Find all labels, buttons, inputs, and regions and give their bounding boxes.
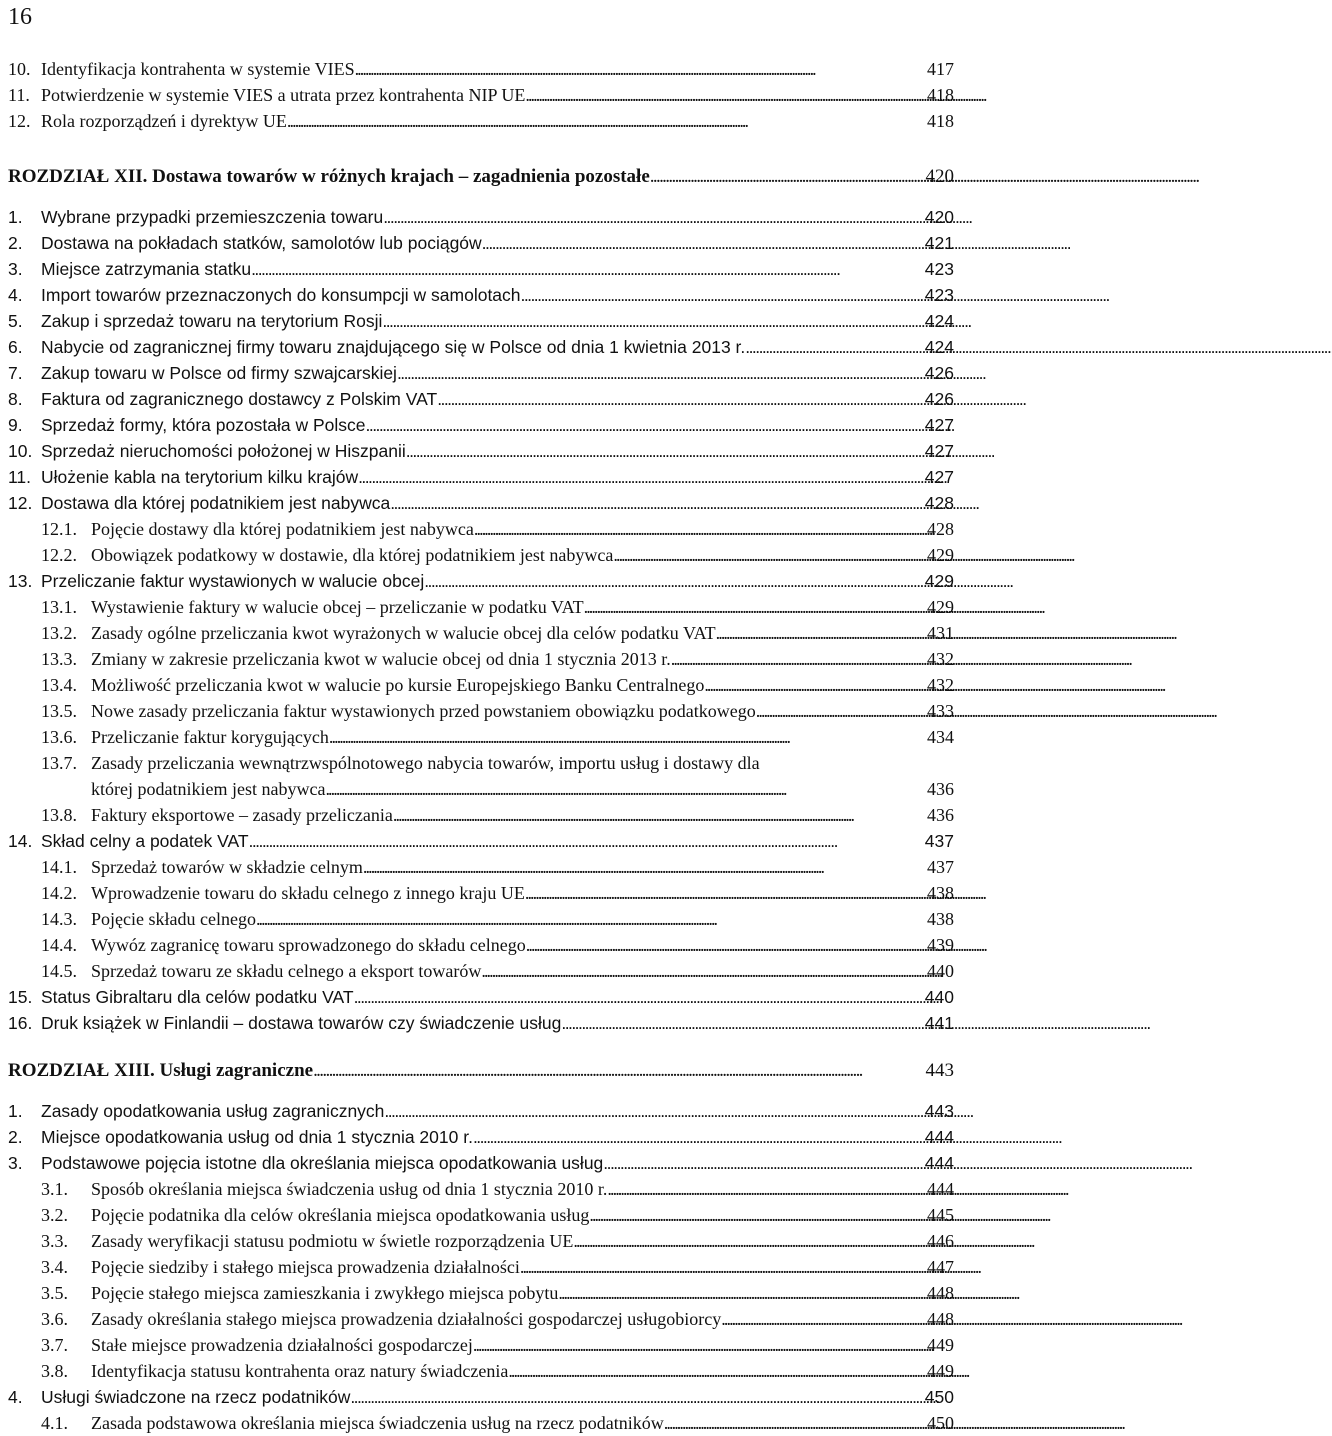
dot-leader <box>561 1010 924 1036</box>
toc-entry-number: 10. <box>8 441 33 461</box>
toc-entry-title: Pojęcie podatnika dla celów określania miejsca opodatkowania usług <box>91 1205 590 1225</box>
toc-page-number: 443 <box>924 1101 954 1121</box>
toc-entry-title: Zasady ogólne przeliczania kwot wyrażonych w walucie obcej dla celów podatku VAT <box>91 623 716 643</box>
toc-entry <box>8 256 954 282</box>
toc-page-number: 423 <box>924 285 954 305</box>
toc-page-number: 426 <box>924 363 954 383</box>
toc-entry-number: 14. <box>8 831 33 851</box>
toc-entry-number: 10. <box>8 59 31 79</box>
toc-entry-number: 13.5. <box>41 701 77 721</box>
toc-entry-title: Sprzedaż nieruchomości położonej w Hiszpanii <box>41 441 406 461</box>
dot-leader <box>473 1124 925 1150</box>
toc-entry-number: 13.3. <box>41 649 77 669</box>
toc-entry-number: 3. <box>8 259 23 279</box>
dot-leader <box>406 438 925 464</box>
toc-entry <box>8 672 954 698</box>
dot-leader <box>607 1176 927 1202</box>
toc-page-number: 443 <box>925 1060 954 1081</box>
toc-entry <box>8 1358 954 1384</box>
toc-page-number: 447 <box>927 1257 954 1277</box>
toc-entry-number: 4. <box>8 285 23 305</box>
dot-leader <box>650 164 920 190</box>
toc-entry-title: Nabycie od zagranicznej firmy towaru znajdującego się w Polsce od dnia 1 kwietnia 2013 r. <box>41 337 746 357</box>
toc-entry-number: 12. <box>8 493 33 513</box>
dot-leader <box>384 1098 924 1124</box>
dot-leader <box>355 56 927 82</box>
toc-entry-title: Wywóz zagranicę towaru sprowadzonego do składu celnego <box>91 935 526 955</box>
toc-page-number: 450 <box>927 1413 954 1433</box>
toc-entry-number: 14.1. <box>41 857 77 877</box>
dot-leader <box>745 334 925 360</box>
toc-page-number: 449 <box>927 1361 954 1381</box>
dot-leader <box>354 984 925 1010</box>
toc-entry <box>8 490 954 516</box>
toc-entry-title: Zmiany w zakresie przeliczania kwot w walucie obcej od dnia 1 stycznia 2013 r. <box>91 649 671 669</box>
toc-entry-number: 3.3. <box>41 1231 68 1251</box>
toc-entry-title: Faktury eksportowe – zasady przeliczania <box>91 805 393 825</box>
toc-entry-title: Pojęcie dostawy dla której podatnikiem jest nabywca <box>91 519 474 539</box>
toc-entry <box>8 282 954 308</box>
toc-page-number: 448 <box>927 1283 954 1303</box>
toc-entry <box>8 932 954 958</box>
toc-entry-number: 4.1. <box>41 1413 68 1433</box>
dot-leader <box>287 108 927 134</box>
toc-entry <box>8 56 954 82</box>
toc-entry-number: 11. <box>8 467 32 487</box>
toc-entry <box>8 438 954 464</box>
toc-entry-number: 1. <box>8 1101 23 1121</box>
toc-entry-number: 14.5. <box>41 961 77 981</box>
dot-leader <box>383 204 925 230</box>
toc-page-number: 424 <box>924 337 954 357</box>
toc-entry-title: Sprzedaż formy, która pozostała w Polsce <box>41 415 366 435</box>
dot-leader <box>613 542 927 568</box>
toc-entry <box>8 82 954 108</box>
toc-entry <box>8 1176 954 1202</box>
toc-page-number: 444 <box>924 1153 954 1173</box>
toc-entry <box>8 360 954 386</box>
toc-entry <box>8 984 954 1010</box>
toc-entry-title: Sposób określania miejsca świadczenia usług od dnia 1 stycznia 2010 r. <box>91 1179 608 1199</box>
toc-entry-title: Usługi świadczone na rzecz podatników <box>41 1387 351 1407</box>
toc-page-number: 426 <box>924 389 954 409</box>
dot-leader <box>390 490 925 516</box>
dot-leader <box>251 256 925 282</box>
toc-entry <box>8 568 954 594</box>
toc-entry <box>8 750 954 776</box>
toc-page-number: 429 <box>927 545 954 565</box>
toc-entry-title: Zakup i sprzedaż towaru na terytorium Rosji <box>41 311 383 331</box>
toc-entry-number: 2. <box>8 1127 23 1147</box>
dot-leader <box>397 360 925 386</box>
dot-leader <box>329 724 927 750</box>
toc-entry-number: 14.3. <box>41 909 77 929</box>
toc-page-number: 421 <box>924 233 954 253</box>
toc-page-number: 434 <box>927 727 954 747</box>
toc-entry <box>8 1254 954 1280</box>
toc-page-number: 439 <box>927 935 954 955</box>
toc-page-number: 418 <box>927 85 954 105</box>
toc-entry-title: Dostawa dla której podatnikiem jest nabywca <box>41 493 391 513</box>
toc-page-number: 444 <box>924 1127 954 1147</box>
dot-leader <box>358 464 925 490</box>
toc-entry-number: 5. <box>8 311 23 331</box>
toc-entry-number: 14.2. <box>41 883 77 903</box>
toc-entry-title: Zakup towaru w Polsce od firmy szwajcarskiej <box>41 363 397 383</box>
toc-entry <box>8 1124 954 1150</box>
dot-leader <box>249 828 925 854</box>
toc-entry <box>8 906 954 932</box>
toc-entry <box>8 802 954 828</box>
toc-page-number: 440 <box>924 987 954 1007</box>
toc-entry-number: 13.6. <box>41 727 77 747</box>
toc-entry-number: 6. <box>8 337 23 357</box>
toc-entry <box>8 1280 954 1306</box>
toc-entry <box>8 516 954 542</box>
dot-leader <box>366 412 925 438</box>
toc-entry-number: 4. <box>8 1387 23 1407</box>
dot-leader <box>350 1384 924 1410</box>
toc-entry-title: Pojęcie stałego miejsca zamieszkania i zwykłego miejsca pobytu <box>91 1283 559 1303</box>
toc-page-number: 432 <box>927 675 954 695</box>
toc-page-number: 432 <box>927 649 954 669</box>
dot-leader <box>424 568 925 594</box>
toc-page-number: 428 <box>927 519 954 539</box>
toc-entry-title: Import towarów przeznaczonych do konsumpcji w samolotach <box>41 285 521 305</box>
toc-entry-number: 13. <box>8 571 33 591</box>
toc-page-number: 420 <box>925 166 954 187</box>
dot-leader <box>589 1202 927 1228</box>
toc-entry <box>8 1306 954 1332</box>
toc-entry-title: Wybrane przypadki przemieszczenia towaru <box>41 207 384 227</box>
dot-leader <box>474 516 927 542</box>
toc-entry <box>8 1098 954 1124</box>
toc-entry-title: Status Gibraltaru dla celów podatku VAT <box>41 987 354 1007</box>
toc-page-number: 423 <box>924 259 954 279</box>
toc-entry-number: 1. <box>8 207 23 227</box>
toc-entry-title: Podstawowe pojęcia istotne dla określania miejsca opodatkowania usług <box>41 1153 604 1173</box>
toc-entry-title: Dostawa na pokładach statków, samolotów lub pociągów <box>41 233 482 253</box>
toc-page-number: 441 <box>924 1013 954 1033</box>
dot-leader <box>508 1358 927 1384</box>
toc-entry-title: Ułożenie kabla na terytorium kilku krajów <box>41 467 359 487</box>
toc-page-number: 429 <box>924 571 954 591</box>
chapter-title: ROZDZIAŁ XII. Dostawa towarów w różnych krajach – zagadnienia pozostałe <box>8 166 650 187</box>
toc-entry-title: Skład celny a podatek VAT <box>41 831 249 851</box>
toc-entry-title: której podatnikiem jest nabywca <box>91 779 326 799</box>
toc-page-number: 449 <box>927 1335 954 1355</box>
toc-page-number: 436 <box>927 779 954 799</box>
toc-entry-number: 13.4. <box>41 675 77 695</box>
toc-entry-number: 13.7. <box>41 753 77 773</box>
toc-entry-title: Rola rozporządzeń i dyrektyw UE <box>41 111 287 131</box>
toc-page-number: 436 <box>927 805 954 825</box>
toc-entry-number: 7. <box>8 363 23 383</box>
toc-entry <box>8 594 954 620</box>
toc-entry-title: Wystawienie faktury w walucie obcej – przeliczanie w podatku VAT <box>91 597 584 617</box>
toc-entry-number: 2. <box>8 233 23 253</box>
toc-entry-title: Identyfikacja statusu kontrahenta oraz natury świadczenia <box>91 1361 509 1381</box>
dot-leader <box>525 82 927 108</box>
toc-entry-number: 3.2. <box>41 1205 68 1225</box>
dot-leader <box>520 1254 927 1280</box>
toc-entry-number: 12. <box>8 111 31 131</box>
toc-page-number: 417 <box>927 59 954 79</box>
toc-entry-title: Wprowadzenie towaru do składu celnego z innego kraju UE <box>91 883 525 903</box>
toc-chapter-heading <box>8 1058 954 1084</box>
toc-entry-title: Druk książek w Finlandii – dostawa towarów czy świadczenie usług <box>41 1013 562 1033</box>
dot-leader <box>482 230 925 256</box>
toc-entry-title: Przeliczanie faktur wystawionych w walucie obcej <box>41 571 425 591</box>
toc-entry-title: Identyfikacja kontrahenta w systemie VIES <box>41 59 355 79</box>
toc-entry <box>8 958 954 984</box>
dot-leader <box>756 698 927 724</box>
toc-entry-number: 13.8. <box>41 805 77 825</box>
chapter-title: ROZDZIAŁ XIII. Usługi zagraniczne <box>8 1060 314 1081</box>
toc-page-number: 427 <box>924 441 954 461</box>
toc-entry-title: Pojęcie składu celnego <box>91 909 256 929</box>
toc-entry-title: Faktura od zagranicznego dostawcy z Polskim VAT <box>41 389 438 409</box>
toc-page-number: 427 <box>924 467 954 487</box>
toc-entry-number: 13.1. <box>41 597 77 617</box>
dot-leader <box>521 282 925 308</box>
dot-leader <box>393 802 927 828</box>
toc-page-number: 437 <box>927 857 954 877</box>
toc-entry <box>8 412 954 438</box>
toc-entry <box>8 1228 954 1254</box>
dot-leader <box>382 308 924 334</box>
toc-entry <box>8 828 954 854</box>
dot-leader <box>526 932 927 958</box>
toc-entry <box>8 880 954 906</box>
toc-entry <box>8 108 954 134</box>
toc-entry-title: Zasady przeliczania wewnątrzwspólnotowego nabycia towarów, importu usług i dostawy dla <box>91 753 760 773</box>
toc-page-number: 440 <box>927 961 954 981</box>
toc-entry-number: 9. <box>8 415 23 435</box>
toc-entry <box>8 334 954 360</box>
dot-leader <box>584 594 927 620</box>
toc-entry <box>8 776 954 802</box>
toc-entry-number: 3.5. <box>41 1283 68 1303</box>
toc-entry-number: 3. <box>8 1153 23 1173</box>
dot-leader <box>325 776 927 802</box>
toc-entry-number: 11. <box>8 85 30 105</box>
toc-entry-title: Możliwość przeliczania kwot w walucie po kursie Europejskiego Banku Centralnego <box>91 675 705 695</box>
toc-entry <box>8 308 954 334</box>
toc-page-number: 429 <box>927 597 954 617</box>
page-number: 16 <box>8 4 32 30</box>
toc-page-number: 448 <box>927 1309 954 1329</box>
toc-entry-title: Sprzedaż towarów w składzie celnym <box>91 857 363 877</box>
toc-entry <box>8 464 954 490</box>
toc-entry-title: Przeliczanie faktur korygujących <box>91 727 329 747</box>
toc-entry-title: Sprzedaż towaru ze składu celnego a eksport towarów <box>91 961 482 981</box>
toc-entry-title: Stałe miejsce prowadzenia działalności gospodarczej <box>91 1335 473 1355</box>
toc-entry <box>8 230 954 256</box>
toc-page-number: 424 <box>924 311 954 331</box>
dot-leader <box>437 386 925 412</box>
toc-entry-number: 8. <box>8 389 23 409</box>
toc-page-number: 433 <box>927 701 954 721</box>
toc-page-number: 427 <box>924 415 954 435</box>
toc-entry-number: 3.7. <box>41 1335 68 1355</box>
toc-entry <box>8 1150 954 1176</box>
toc-entry-title: Zasady weryfikacji statusu podmiotu w świetle rozporządzenia UE <box>91 1231 574 1251</box>
toc-entry-title: Miejsce zatrzymania statku <box>41 259 252 279</box>
toc-page-number: 446 <box>927 1231 954 1251</box>
toc-chapter-heading <box>8 164 954 190</box>
toc-entry <box>8 620 954 646</box>
toc-entry-title: Nowe zasady przeliczania faktur wystawionych przed powstaniem obowiązku podatkowego <box>91 701 756 721</box>
toc-entry-number: 13.2. <box>41 623 77 643</box>
toc-page-number: 444 <box>927 1179 954 1199</box>
toc-entry-number: 3.8. <box>41 1361 68 1381</box>
toc-entry-number: 3.4. <box>41 1257 68 1277</box>
toc-entry-title: Zasady określania stałego miejsca prowadzenia działalności gospodarczej usługobiorcy <box>91 1309 722 1329</box>
toc-entry-title: Pojęcie siedziby i stałego miejsca prowadzenia działalności <box>91 1257 520 1277</box>
toc-page-number: 428 <box>924 493 954 513</box>
toc-page-number: 431 <box>927 623 954 643</box>
toc-entry-number: 3.6. <box>41 1309 68 1329</box>
toc-page-number: 437 <box>924 831 954 851</box>
dot-leader <box>573 1228 927 1254</box>
dot-leader <box>664 1410 927 1436</box>
toc-entry <box>8 698 954 724</box>
toc-page-number: 438 <box>927 909 954 929</box>
toc-entry <box>8 204 954 230</box>
toc-entry-title: Potwierdzenie w systemie VIES a utrata przez kontrahenta NIP UE <box>41 85 526 105</box>
toc-entry <box>8 1332 954 1358</box>
toc-entry <box>8 724 954 750</box>
toc-page-number: 420 <box>924 207 954 227</box>
dot-leader <box>481 958 927 984</box>
dot-leader <box>558 1280 927 1306</box>
toc-entry <box>8 1202 954 1228</box>
dot-leader <box>704 672 927 698</box>
dot-leader <box>716 620 927 646</box>
toc-page-number: 418 <box>927 111 954 131</box>
dot-leader <box>721 1306 927 1332</box>
toc-entry-title: Miejsce opodatkowania usług od dnia 1 stycznia 2010 r. <box>41 1127 473 1147</box>
toc-entry <box>8 1410 954 1436</box>
toc-entry-number: 16. <box>8 1013 33 1033</box>
toc-entry <box>8 646 954 672</box>
toc-entry <box>8 854 954 880</box>
toc-entry-number: 15. <box>8 987 33 1007</box>
toc-entry-title: Zasada podstawowa określania miejsca świadczenia usług na rzecz podatników <box>91 1413 664 1433</box>
dot-leader <box>525 880 927 906</box>
dot-leader <box>671 646 927 672</box>
dot-leader <box>363 854 927 880</box>
toc-entry <box>8 386 954 412</box>
toc-entry-number: 12.2. <box>41 545 77 565</box>
toc-page-number: 445 <box>927 1205 954 1225</box>
toc-entry-title: Zasady opodatkowania usług zagranicznych <box>41 1101 385 1121</box>
toc-entry-number: 14.4. <box>41 935 77 955</box>
toc-page-number: 450 <box>924 1387 954 1407</box>
toc-entry-number: 12.1. <box>41 519 77 539</box>
dot-leader <box>256 906 927 932</box>
toc-entry <box>8 542 954 568</box>
dot-leader <box>603 1150 925 1176</box>
dot-leader <box>313 1058 919 1084</box>
toc-entry <box>8 1384 954 1410</box>
toc-entry <box>8 1010 954 1036</box>
toc-entry-title: Obowiązek podatkowy w dostawie, dla której podatnikiem jest nabywca <box>91 545 614 565</box>
toc-entry-number: 3.1. <box>41 1179 68 1199</box>
toc-page-number: 438 <box>927 883 954 903</box>
dot-leader <box>473 1332 927 1358</box>
